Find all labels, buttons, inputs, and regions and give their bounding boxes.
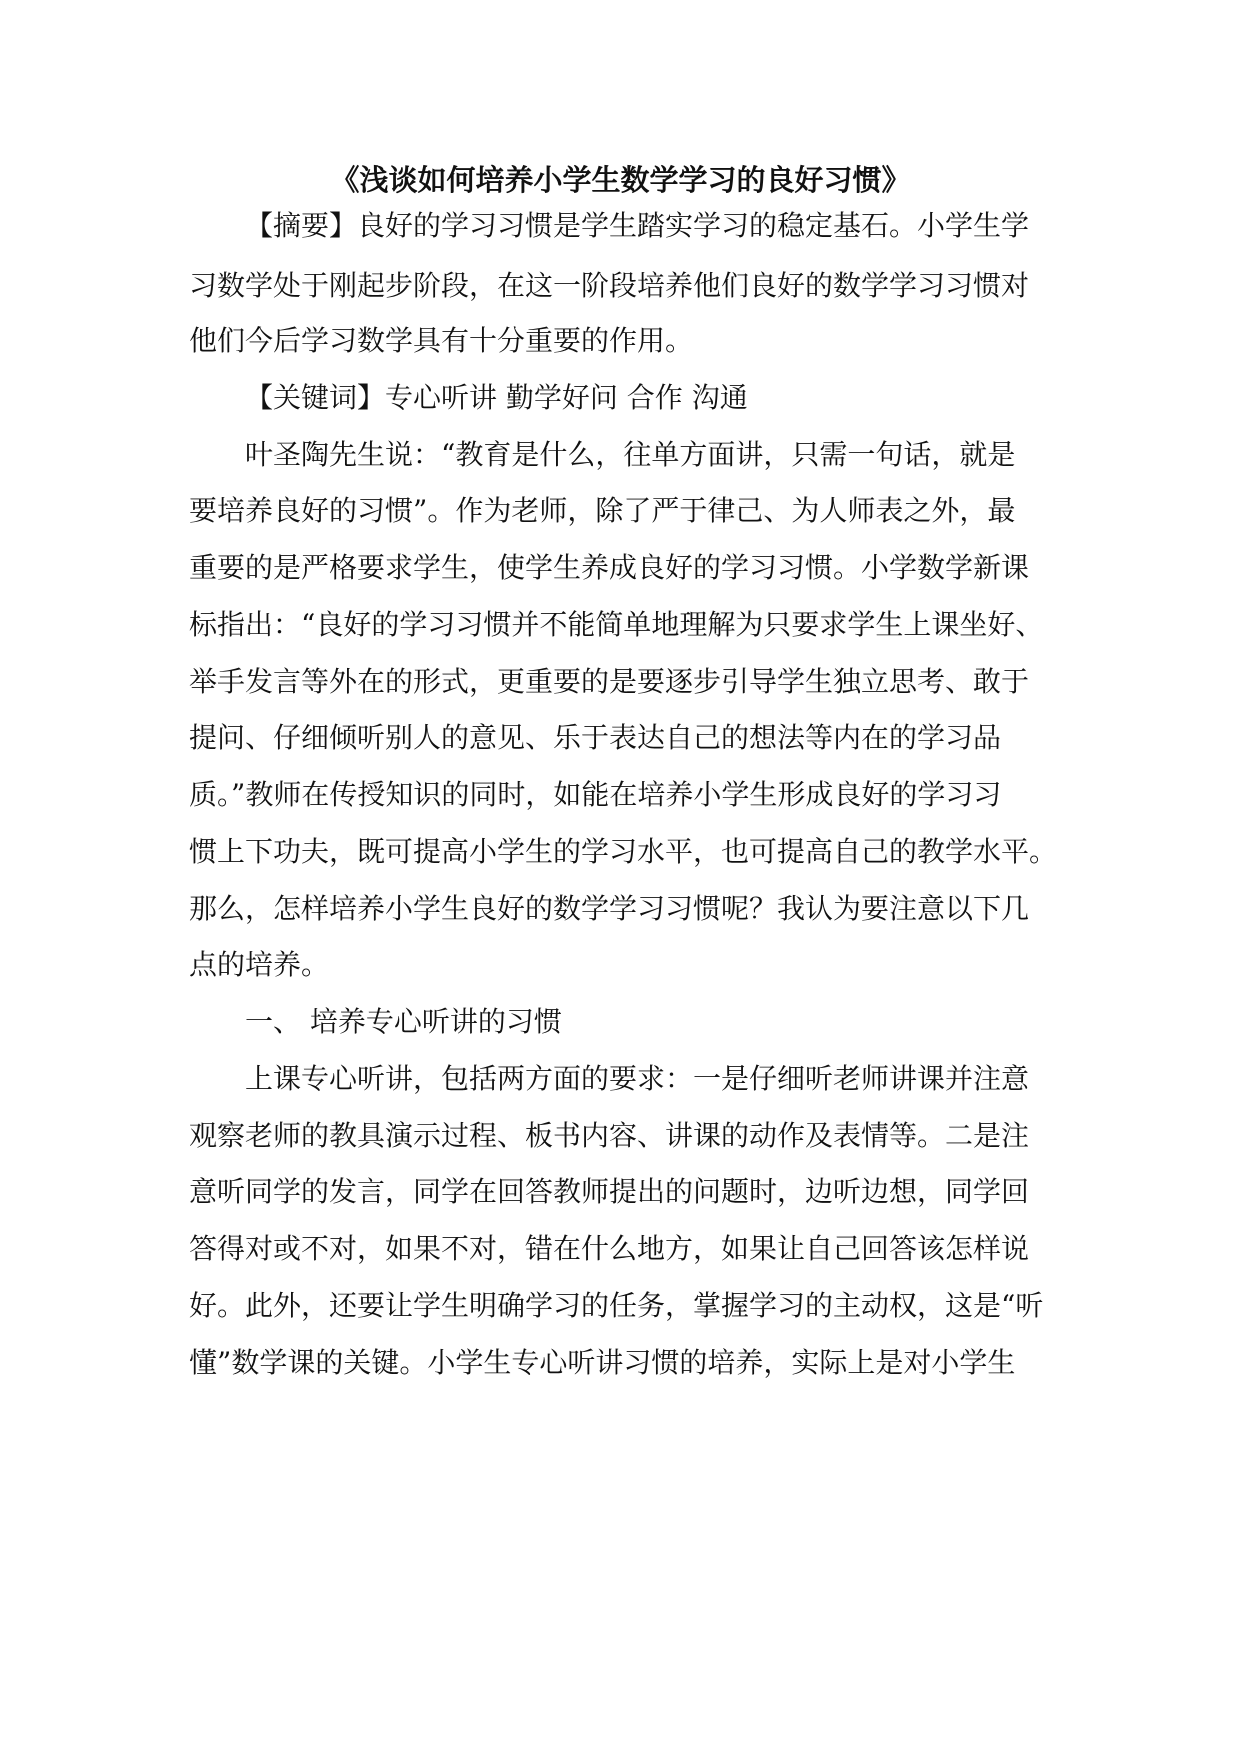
- body-paragraph-line: 要培养良好的习惯”。作为老师，除了严于律己、为人师表之外，最: [189, 494, 1016, 527]
- section-paragraph-line: 意听同学的发言，同学在回答教师提出的问题时，边听边想，同学回: [189, 1175, 1030, 1208]
- section-paragraph-line: 答得对或不对，如果不对，错在什么地方，如果让自己回答该怎样说: [189, 1232, 1030, 1265]
- abstract-line-1: 【摘要】良好的学习习惯是学生踏实学习的稳定基石。小学生学: [245, 209, 1030, 242]
- body-paragraph-line: 提问、仔细倾听别人的意见、乐于表达自己的想法等内在的学习品: [189, 721, 1002, 754]
- section-paragraph-line: 好。此外，还要让学生明确学习的任务，掌握学习的主动权，这是“听: [189, 1289, 1044, 1322]
- document-title: 《浅谈如何培养小学生数学学习的良好习惯》: [330, 163, 911, 197]
- body-paragraph-line: 标指出：“良好的学习习惯并不能简单地理解为只要求学生上课坐好、: [189, 608, 1044, 641]
- body-paragraph-line: 叶圣陶先生说：“教育是什么，往单方面讲，只需一句话，就是: [245, 438, 1016, 471]
- abstract-line-2: 习数学处于刚起步阶段，在这一阶段培养他们良好的数学学习习惯对: [189, 269, 1030, 302]
- keywords-line: 【关键词】专心听讲 勤学好问 合作 沟通: [245, 381, 748, 414]
- section-heading: 一、 培养专心听讲的习惯: [245, 1005, 562, 1038]
- body-paragraph-line: 重要的是严格要求学生，使学生养成良好的学习习惯。小学数学新课: [189, 551, 1030, 584]
- body-paragraph-line: 点的培养。: [189, 948, 330, 981]
- abstract-line-3: 他们今后学习数学具有十分重要的作用。: [189, 324, 694, 357]
- section-paragraph-line: 懂”数学课的关键。小学生专心听讲习惯的培养，实际上是对小学生: [189, 1346, 1016, 1379]
- section-paragraph-line: 上课专心听讲，包括两方面的要求：一是仔细听老师讲课并注意: [245, 1062, 1030, 1095]
- body-paragraph-line: 质。”教师在传授知识的同时，如能在培养小学生形成良好的学习习: [189, 778, 1002, 811]
- body-paragraph-line: 举手发言等外在的形式，更重要的是要逐步引导学生独立思考、敢于: [189, 665, 1030, 698]
- body-paragraph-line: 那么，怎样培养小学生良好的数学学习习惯呢？我认为要注意以下几: [189, 892, 1030, 925]
- body-paragraph-line: 惯上下功夫，既可提高小学生的学习水平，也可提高自己的教学水平。: [189, 835, 1058, 868]
- section-paragraph-line: 观察老师的教具演示过程、板书内容、讲课的动作及表情等。二是注: [189, 1119, 1030, 1152]
